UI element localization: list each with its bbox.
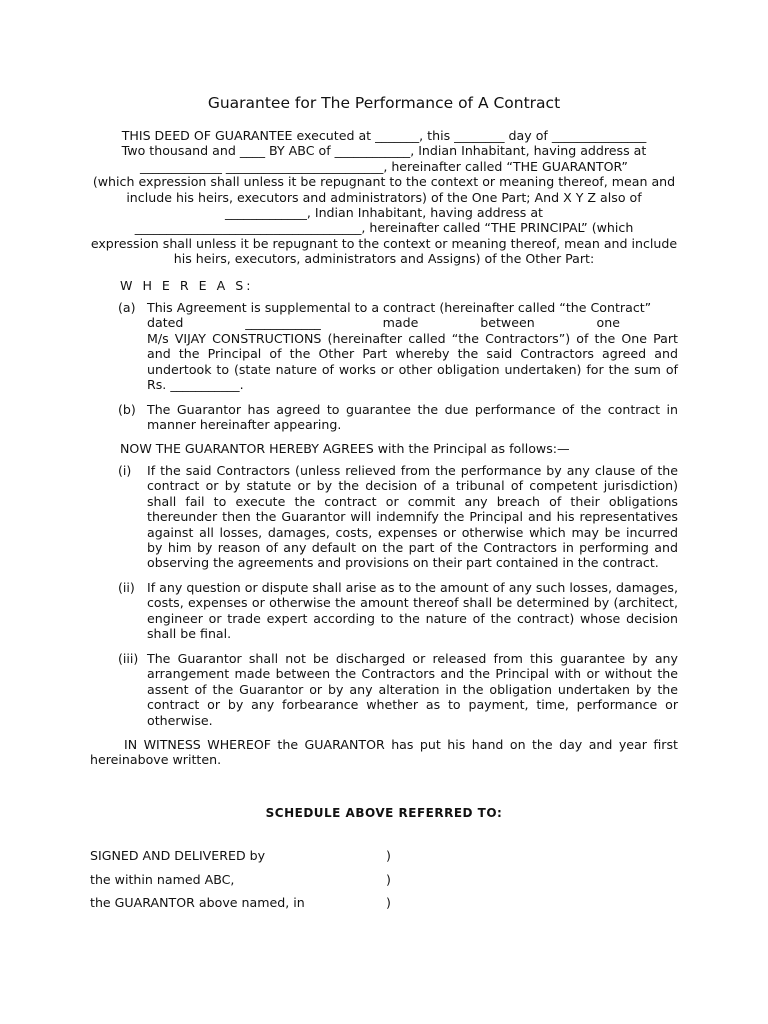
preamble-line: ____________________________________, hereinafter called “THE PRINCIPAL” (which [134,220,634,236]
preamble-line: (which expression shall unless it be repugnant to the context or meaning thereof, mean and [92,174,676,190]
whereas-heading: W H E R E A S: [120,278,254,293]
clause-number: (iii) [118,651,139,666]
clause-number: (b) [118,402,136,417]
clause-text: M/s VIJAY CONSTRUCTIONS (hereinafter called “the Contractors”) of the One Part and the Principal of the Other Part whereby the said Contractors agreed and undertook to (state nature of works or other obligation undertaken) for the sum of Rs. ___________. [147,330,678,393]
schedule-heading: SCHEDULE ABOVE REFERRED TO: [265,806,503,820]
preamble [90,128,678,267]
clause-number: (a) [118,300,136,315]
preamble-line: include his heirs, executors and administrators) of the One Part; And X Y Z also of [126,189,642,205]
clause-number: (ii) [118,580,135,595]
signature-line: the within named ABC, [90,872,235,887]
clause-ii [118,580,678,642]
preamble-line: Two thousand and ____ BY ABC of ____________, Indian Inhabitant, having address at [121,143,647,159]
signature-bracket: ) [386,848,391,863]
clause-text: This Agreement is supplemental to a contract (hereinafter called “the Contract” [147,300,652,315]
document-title: Guarantee for The Performance of A Contract [207,94,561,112]
clause-text: If the said Contractors (unless relieved from the performance by any clause of the contract or by statute or by the decision of a tribunal of competent jurisdiction) shall fail to execute the contract or commit any breach of their obligations thereunder then the Guarantor will indemnify the Principal and his representatives against all losses, damages, costs, expenses or otherwise which may be incurred by him by reason of any default on the part of the Contractors in performing and observing the agreements and provisions on their part contained in the contract. [147,463,678,571]
clause-iii [118,651,678,728]
preamble-line: _____________ _________________________, hereinafter called “THE GUARANTOR” [140,158,628,174]
clause-text: The Guarantor has agreed to guarantee the due performance of the contract in manner hereinafter appearing. [147,402,678,433]
clause-text: If any question or dispute shall arise as to the amount of any such losses, damages, costs, expenses or otherwise the amount thereof shall be determined by (architect, engineer or trade expert according to the nature of the contract) whose decision shall be final. [147,580,678,642]
signature-bracket: ) [386,872,391,887]
preamble-line: _____________, Indian Inhabitant, having address at [225,205,543,221]
dated-line: dated ____________ made between one [147,315,620,331]
preamble-line: expression shall unless it be repugnant to the context or meaning thereof, mean and include [90,235,678,251]
clause-i [118,463,678,571]
clause-text: The Guarantor shall not be discharged or released from this guarantee by any arrangement made between the Contractors and the Principal with or without the assent of the Guarantor or by any alteration in the obligation undertaken by the contract or by any forbearance whether as to payment, time, performance or otherwise. [147,651,678,728]
preamble-line: his heirs, executors, administrators and Assigns) of the Other Part: [173,251,595,267]
agreement-intro: NOW THE GUARANTOR HEREBY AGREES with the Principal as follows:— [120,441,570,456]
clause-number: (i) [118,463,132,478]
witness-clause: IN WITNESS WHEREOF the GUARANTOR has put his hand on the day and year first hereinabove written. [90,737,678,768]
signature-line: SIGNED AND DELIVERED by [90,848,266,863]
signature-bracket: ) [386,895,391,910]
preamble-line: THIS DEED OF GUARANTEE executed at _______, this ________ day of _______________ [121,128,647,143]
signature-line: the GUARANTOR above named, in [90,895,305,910]
clause-b [118,402,678,433]
clause-a [118,300,678,392]
